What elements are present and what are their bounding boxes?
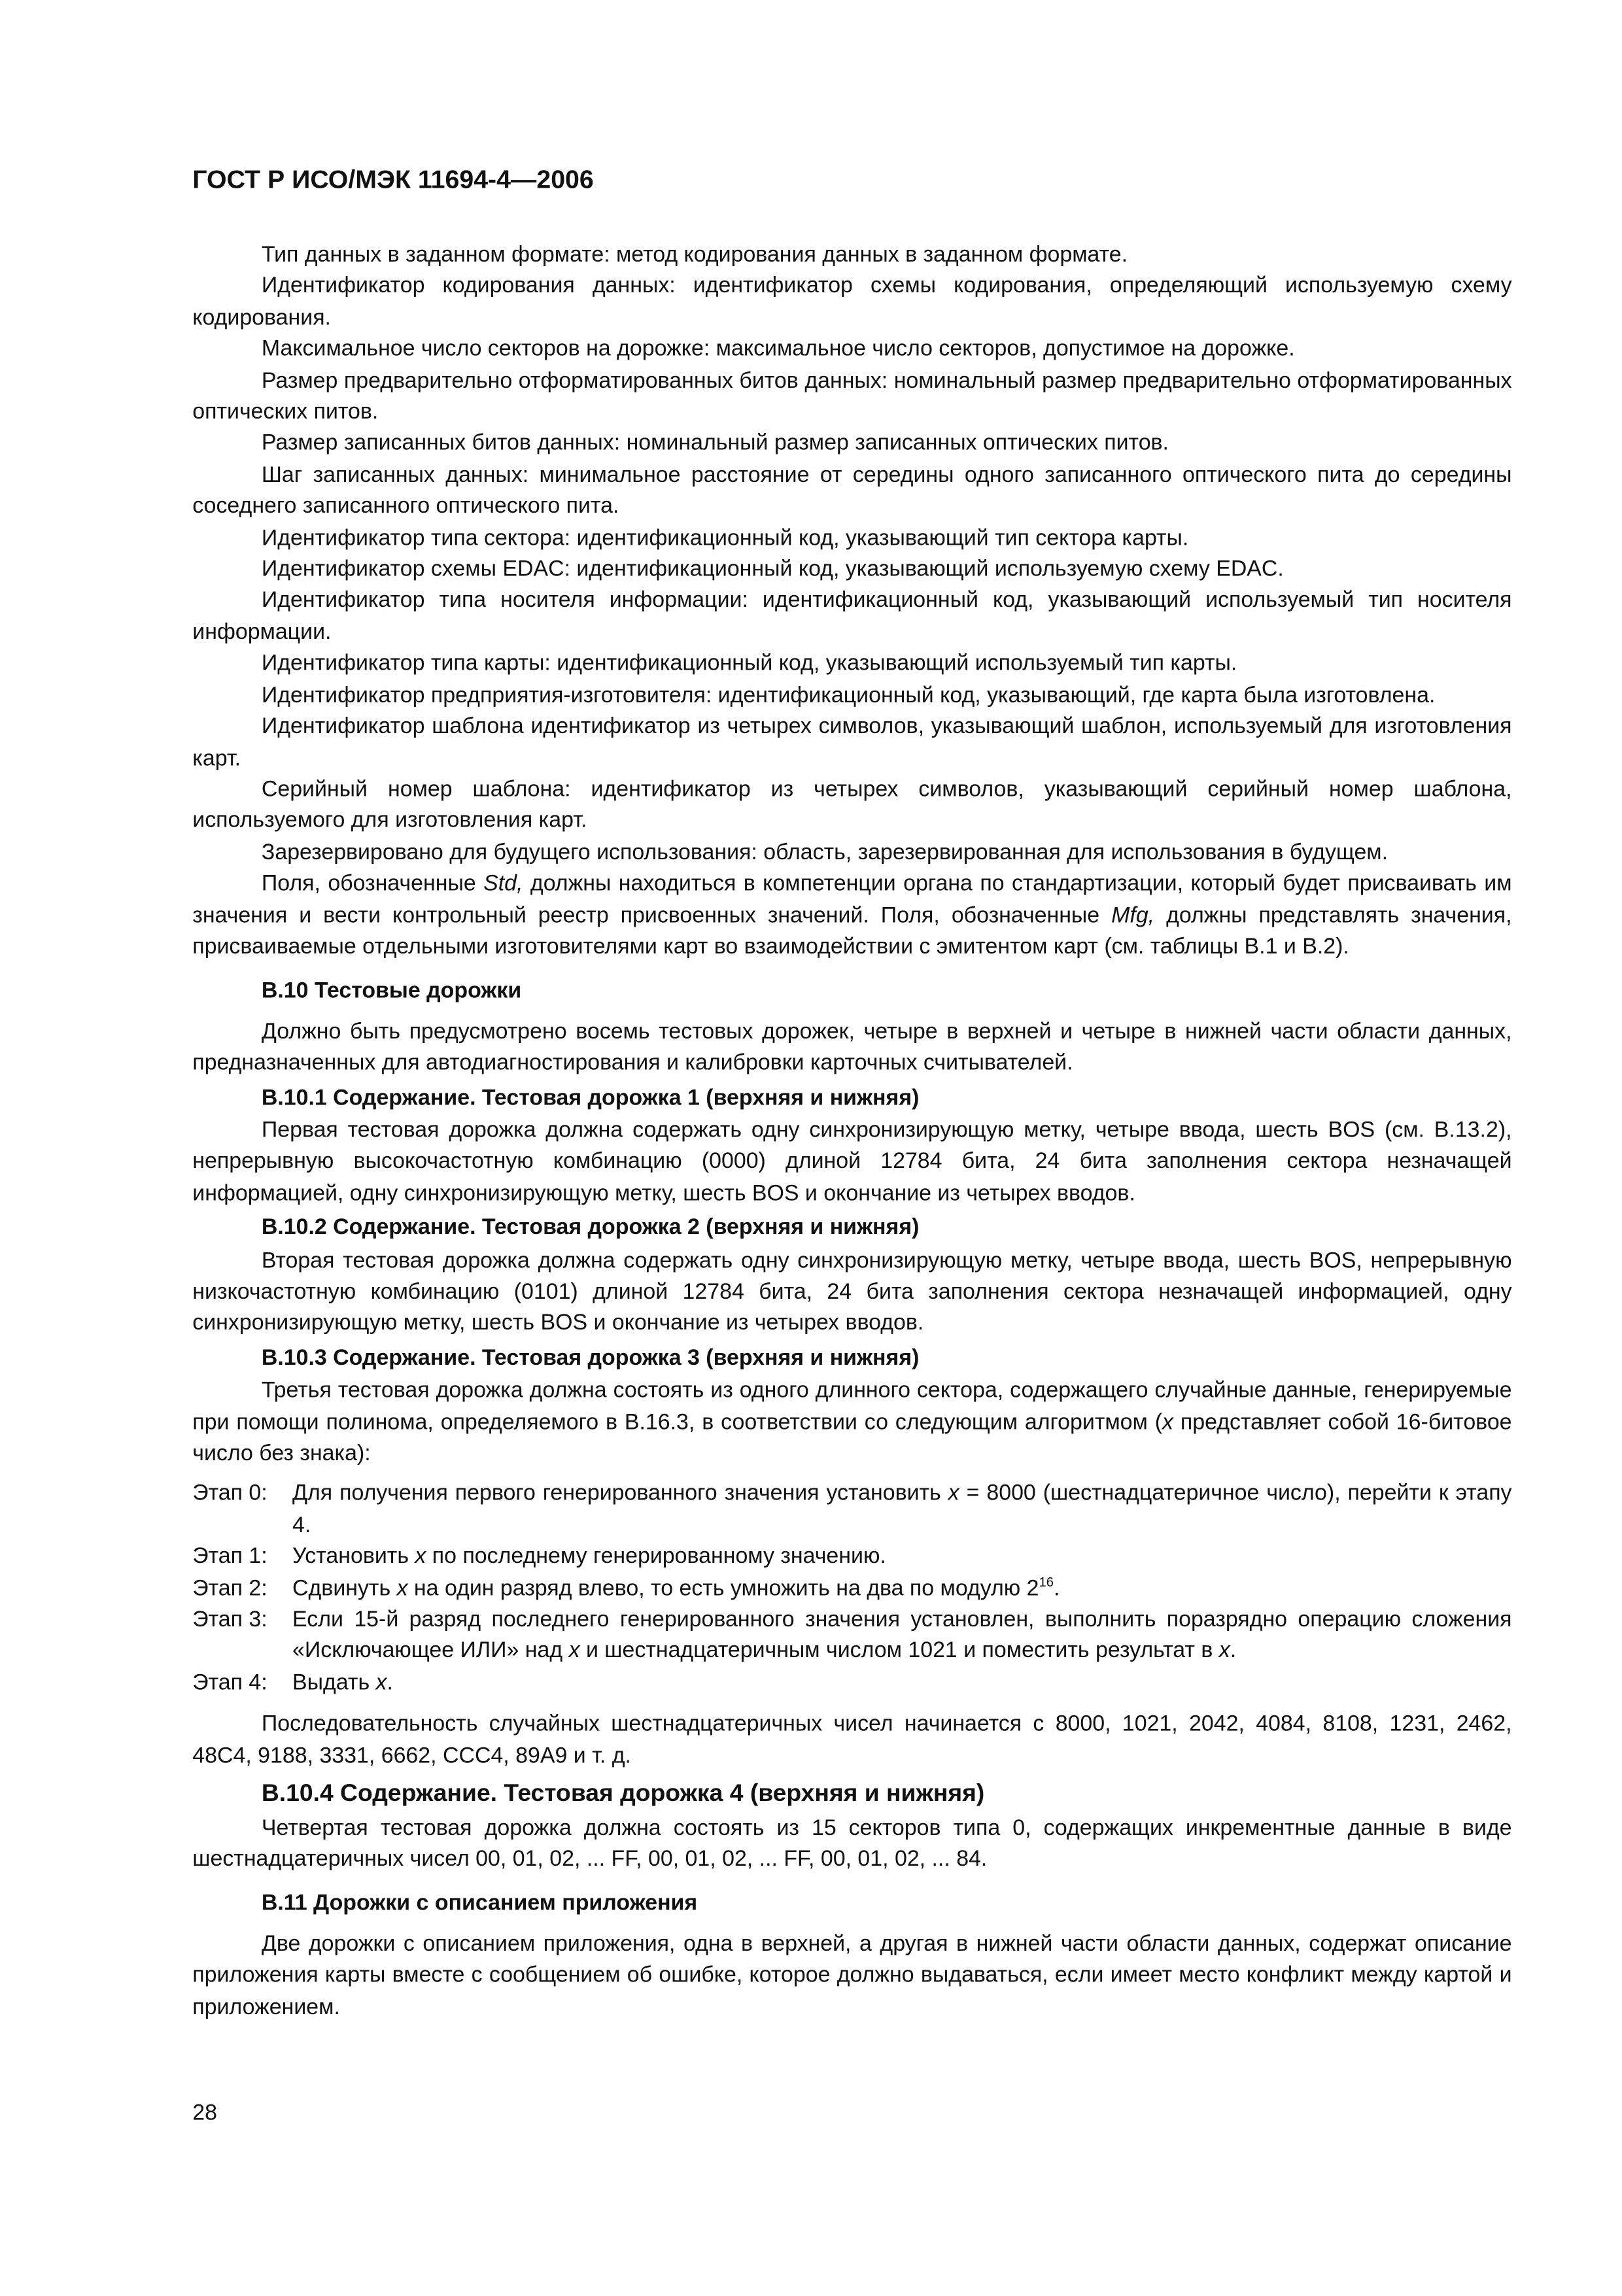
variable-x: x xyxy=(375,1670,387,1696)
algorithm-steps xyxy=(192,1479,1511,1699)
section-heading-b10-1: В.10.1 Содержание. Тестовая дорожка 1 (верхняя и нижняя) xyxy=(261,1085,920,1110)
section-heading-b10-3: В.10.3 Содержание. Тестовая дорожка 3 (верхняя и нижняя) xyxy=(261,1345,920,1371)
section-b10-text: Должно быть предусмотрено восемь тестовых дорожек, четыре в верхней и четыре в нижней части области данных, предназначенных для автодиагностирования и калибровки карточных считывателей. xyxy=(192,1019,1512,1076)
step-text xyxy=(292,1667,1512,1698)
step-text-part: Для получения первого генерированного значения установить xyxy=(292,1481,948,1507)
fields-note-text: Поля, обозначенные xyxy=(261,871,484,897)
section-heading-b10: В.10 Тестовые дорожки xyxy=(261,978,522,1004)
section-heading-b10-4: В.10.4 Содержание. Тестовая дорожка 4 (верхняя и нижняя) xyxy=(261,1779,985,1808)
variable-x: x xyxy=(396,1575,408,1601)
variable-x: x xyxy=(948,1481,959,1507)
step-text-part: Выдать xyxy=(292,1670,376,1696)
definition-item: Максимальное число секторов на дорожке: максимальное число секторов, допустимое на дорожке. xyxy=(261,336,1295,362)
step-text xyxy=(292,1604,1512,1667)
section-b10-3-text-part: представляет собой 16-битовое число без знака): xyxy=(192,1409,1512,1466)
section-heading-b10-2: В.10.2 Содержание. Тестовая дорожка 2 (верхняя и нижняя) xyxy=(261,1215,920,1241)
definition-item: Идентификатор типа карты: идентификационный код, указывающий используемый тип карты. xyxy=(261,651,1237,676)
definition-item: Идентификатор схемы EDAC: идентификационный код, указывающий используемую схему EDAC. xyxy=(261,557,1284,582)
algorithm-step xyxy=(192,1479,1511,1541)
page-body xyxy=(192,239,1511,2023)
section-heading-b11: В.11 Дорожки с описанием приложения xyxy=(261,1891,698,1917)
definition-item: Идентификатор предприятия-изготовителя: идентификационный код, указывающий, где карта была изготовлена. xyxy=(261,682,1436,708)
std-term: Std, xyxy=(483,871,523,897)
step-text xyxy=(292,1573,1512,1604)
definition-item: Размер предварительно отформатированных битов данных: номинальный размер предварительно отформатированных оптических питов. xyxy=(192,368,1512,425)
page-number: 28 xyxy=(192,2100,218,2126)
step-text-part: Установить xyxy=(292,1544,415,1569)
definition-item: Зарезервировано для будущего использования: область, зарезервированная для использования в будущем. xyxy=(261,840,1389,865)
step-label: Этап 3: xyxy=(192,1607,267,1632)
algorithm-step xyxy=(192,1604,1511,1667)
section-b10-2-text: Вторая тестовая дорожка должна содержать одну синхронизирующую метку, четыре ввода, шесть BOS, непрерывную низкочастотную комбинацию (0101) длиной 12784 бита, 24 бита заполнения сектора незначащей информацией, одну синхронизирующую метку, шесть BOS и окончание из четырех вводов. xyxy=(192,1248,1512,1336)
section-b10-3-text xyxy=(192,1375,1511,1469)
step-text-part: . xyxy=(387,1670,393,1696)
step-text-part: . xyxy=(1230,1638,1237,1664)
step-text xyxy=(292,1479,1512,1541)
exponent: 16 xyxy=(1039,1574,1054,1589)
definition-item: Идентификатор типа сектора: идентификационный код, указывающий тип сектора карты. xyxy=(261,525,1189,551)
section-b10-4-text: Четвертая тестовая дорожка должна состоять из 15 секторов типа 0, содержащих инкрементные данные в виде шестнадцатеричных чисел 00, 01, 02, ... FF, 00, 01, 02, ... FF, 00, 01, 02, ... 84. xyxy=(192,1815,1512,1872)
step-text-part: на один разряд влево, то есть умножить на два по модулю 2 xyxy=(407,1575,1039,1601)
page-header-standard-title: ГОСТ Р ИСО/МЭК 11694-4—2006 xyxy=(192,164,594,194)
section-b10-3-text-part: Третья тестовая дорожка должна состоять из одного длинного сектора, содержащего случайные данные, генерируемые при помощи полинома, определяемого в В.16.3, в соответствии со следующим алгоритмом ( xyxy=(192,1378,1512,1435)
step-text-part: и шестнадцатеричным числом 1021 и поместить результат в xyxy=(579,1638,1219,1664)
variable-x: x xyxy=(415,1544,426,1569)
definitions-list xyxy=(192,239,1511,868)
definition-item: Идентификатор кодирования данных: идентификатор схемы кодирования, определяющий используемую схему кодирования. xyxy=(192,273,1512,331)
definition-item: Размер записанных битов данных: номинальный размер записанных оптических питов. xyxy=(261,431,1169,456)
step-text-part: = 8000 (шестнадцатеричное число), перейти к этапу 4. xyxy=(292,1481,1512,1538)
variable-x: x xyxy=(1218,1638,1230,1664)
hex-sequence-text: Последовательность случайных шестнадцатеричных чисел начинается с 8000, 1021, 2042, 4084, 8108, 1231, 2462, 48C4, 9188, 3331, 6662, CCC4, 89A9 и т. д. xyxy=(192,1711,1512,1768)
algorithm-step xyxy=(192,1667,1511,1698)
variable-x: x xyxy=(568,1638,580,1664)
variable-x: x xyxy=(1162,1409,1173,1435)
step-label: Этап 1: xyxy=(192,1544,267,1569)
algorithm-step xyxy=(192,1573,1511,1604)
definition-item: Идентификатор шаблона идентификатор из четырех символов, указывающий шаблон, используемый для изготовления карт. xyxy=(192,713,1512,771)
section-b10-1-text: Первая тестовая дорожка должна содержать одну синхронизирующую метку, четыре ввода, шесть BOS (см. В.13.2), непрерывную высокочастотную комбинацию (0000) длиной 12784 бита, 24 бита заполнения сектора незначащей информацией, одну синхронизирующую метку, шесть BOS и окончание из четырех вводов. xyxy=(192,1118,1512,1206)
algorithm-step xyxy=(192,1541,1511,1573)
section-b11-text: Две дорожки с описанием приложения, одна в верхней, а другая в нижней части области данных, содержат описание приложения карты вместе с сообщением об ошибке, которое должно выдаваться, если имеет место конфликт между картой и приложением. xyxy=(192,1931,1512,2019)
fields-note-paragraph xyxy=(192,868,1511,963)
step-label: Этап 2: xyxy=(192,1575,267,1601)
step-text-part: . xyxy=(1053,1575,1060,1601)
step-label: Этап 4: xyxy=(192,1670,267,1696)
step-text-part: Сдвинуть xyxy=(292,1575,397,1601)
definition-item: Тип данных в заданном формате: метод кодирования данных в заданном формате. xyxy=(261,242,1128,267)
definition-item: Шаг записанных данных: минимальное расстояние от середины одного записанного оптического пита до середины соседнего записанного оптического пита. xyxy=(192,462,1512,519)
step-text xyxy=(292,1541,1512,1573)
definition-item: Серийный номер шаблона: идентификатор из четырех символов, указывающий серийный номер шаблона, используемого для изготовления карт. xyxy=(192,777,1512,834)
definition-item: Идентификатор типа носителя информации: идентификационный код, указывающий используемый тип носителя информации. xyxy=(192,588,1512,645)
fields-note-text: должны находиться в компетенции органа по стандартизации, который будет присваивать им значения и вести контрольный реестр присвоенных значений. Поля, обозначенные xyxy=(192,871,1512,928)
step-text-part: Если 15-й разряд последнего генерированного значения установлен, выполнить поразрядно операцию сложения «Исключающее ИЛИ» над xyxy=(292,1607,1512,1664)
step-label: Этап 0: xyxy=(192,1481,267,1507)
fields-note-text: должны представлять значения, присваиваемые отдельными изготовителями карт во взаимодействии с эмитентом карт (см. таблицы В.1 и В.2). xyxy=(192,902,1512,959)
mfg-term: Mfg, xyxy=(1111,902,1155,928)
step-text-part: по последнему генерированному значению. xyxy=(426,1544,886,1569)
